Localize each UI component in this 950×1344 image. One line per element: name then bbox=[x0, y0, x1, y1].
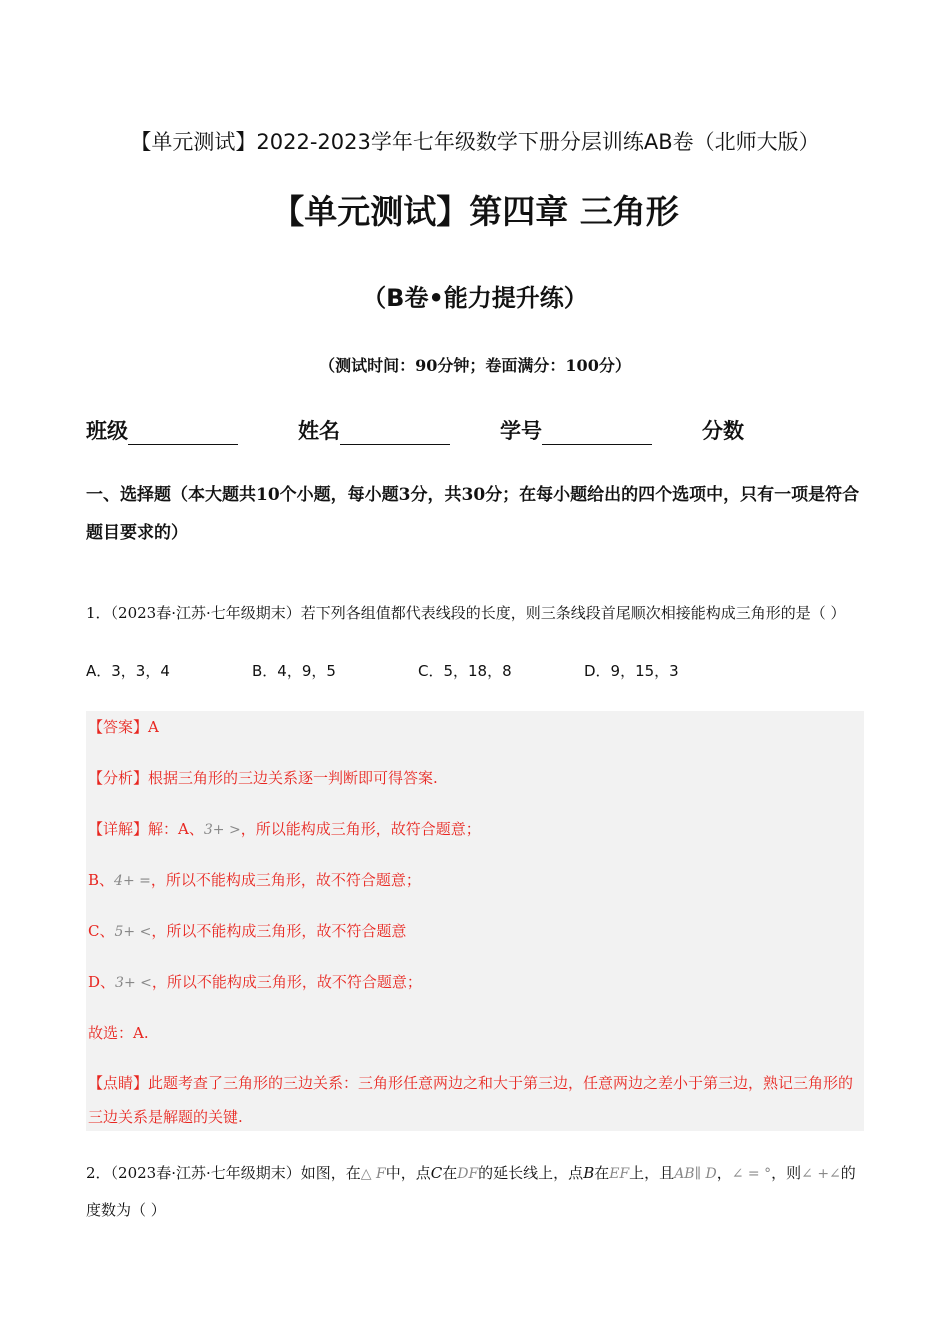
name-field bbox=[298, 415, 450, 445]
q2-part7: ， bbox=[716, 1164, 732, 1182]
answer-line bbox=[88, 716, 159, 737]
detail-line-b bbox=[88, 869, 421, 890]
q1-option-d: D．9，15，3 bbox=[584, 662, 679, 680]
document-main-title: 【单元测试】第四章 三角形 bbox=[271, 192, 679, 231]
detail-a-prefix: 解：A、 bbox=[148, 820, 204, 838]
q1-option-c: C．5，18，8 bbox=[418, 662, 512, 680]
detail-line-d bbox=[88, 971, 422, 992]
score-field bbox=[702, 415, 744, 445]
section-1-title: 一、选择题（本大题共10个小题，每小题3分，共30分；在每小题给出的四个选项中，只有一项是符合题目要求的） bbox=[86, 485, 860, 543]
q2-part5: 在 bbox=[594, 1164, 610, 1182]
answer-value: A bbox=[148, 718, 159, 736]
detail-line-c bbox=[88, 920, 406, 941]
detail-b-math: 4+ = bbox=[114, 873, 151, 889]
detail-d-text: ，所以不能构成三角形，故不符合题意； bbox=[151, 973, 422, 991]
analysis-text: 根据三角形的三边关系逐一判断即可得答案. bbox=[148, 769, 438, 787]
q2-part1: 2．（2023春·江苏·七年级期末）如图，在 bbox=[86, 1164, 361, 1182]
q2-math-triangle: △ F bbox=[360, 1166, 386, 1182]
q2-part6: 上，且 bbox=[629, 1164, 675, 1182]
class-label: 班级 bbox=[86, 418, 128, 443]
q2-part8: ，则 bbox=[771, 1164, 802, 1182]
q1-option-b: B．4，9，5 bbox=[252, 662, 336, 680]
analysis-label: 【分析】 bbox=[88, 769, 149, 787]
name-label: 姓名 bbox=[298, 418, 340, 443]
answer-label: 【答案】 bbox=[88, 718, 149, 736]
document-sub-title: （B卷•能力提升练） bbox=[362, 284, 588, 312]
number-field bbox=[500, 415, 652, 445]
score-label: 分数 bbox=[702, 418, 744, 443]
detail-c-math: 5+ < bbox=[114, 924, 152, 940]
detail-c-prefix: C、 bbox=[88, 922, 115, 940]
q2-math-ef: EF bbox=[609, 1166, 630, 1182]
test-info: （测试时间：90分钟；卷面满分：100分） bbox=[319, 356, 631, 375]
detail-d-math: 3+ < bbox=[115, 975, 152, 991]
document-top-title: 【单元测试】2022-2023学年七年级数学下册分层训练AB卷（北师大版） bbox=[130, 130, 820, 154]
dianjing-block bbox=[88, 1066, 862, 1134]
detail-b-prefix: B、 bbox=[88, 871, 115, 889]
q2-math-parallel: AB∥ D bbox=[674, 1166, 717, 1182]
detail-c-text: ，所以不能构成三角形，故不符合题意 bbox=[151, 922, 407, 940]
detail-d-prefix: D、 bbox=[88, 973, 116, 991]
number-label: 学号 bbox=[500, 418, 542, 443]
detail-label: 【详解】 bbox=[88, 820, 149, 838]
dianjing-text: 此题考查了三角形的三边关系：三角形任意两边之和大于第三边，任意两边之差小于第三边，熟记三角形的三边关系是解题的关键. bbox=[88, 1074, 854, 1126]
conclusion-line: 故选：A. bbox=[88, 1024, 149, 1042]
class-field bbox=[86, 415, 238, 445]
analysis-line bbox=[88, 767, 438, 788]
detail-a-math: 3+ > bbox=[203, 822, 241, 838]
detail-b-text: ，所以不能构成三角形，故不符合题意； bbox=[150, 871, 421, 889]
q2-part4: 的延长线上，点 bbox=[478, 1164, 584, 1182]
name-blank bbox=[340, 422, 450, 445]
detail-a-text: ，所以能构成三角形，故符合题意； bbox=[240, 820, 481, 838]
dianjing-label: 【点睛】 bbox=[88, 1074, 149, 1092]
q2-math-angle: ∠ = ° bbox=[731, 1166, 772, 1182]
q2-part2: 中，点 bbox=[385, 1164, 431, 1182]
q1-option-a: A．3，3，4 bbox=[86, 662, 170, 680]
q2-math-angle-sum: ∠ +∠ bbox=[801, 1166, 841, 1182]
q2-point-c: C bbox=[430, 1164, 443, 1182]
detail-line-a bbox=[88, 818, 481, 839]
number-blank bbox=[542, 422, 652, 445]
q2-part3: 在 bbox=[442, 1164, 458, 1182]
question-1-stem: 1．（2023春·江苏·七年级期末）若下列各组值都代表线段的长度，则三条线段首尾顺次相接能构成三角形的是（ ） bbox=[86, 604, 846, 622]
q2-point-b: B bbox=[583, 1164, 595, 1182]
class-blank bbox=[128, 422, 238, 445]
q2-math-df: DF bbox=[457, 1166, 479, 1182]
q2-part9: 的度数为（ ） bbox=[86, 1164, 856, 1219]
question-2-stem bbox=[86, 1155, 866, 1228]
